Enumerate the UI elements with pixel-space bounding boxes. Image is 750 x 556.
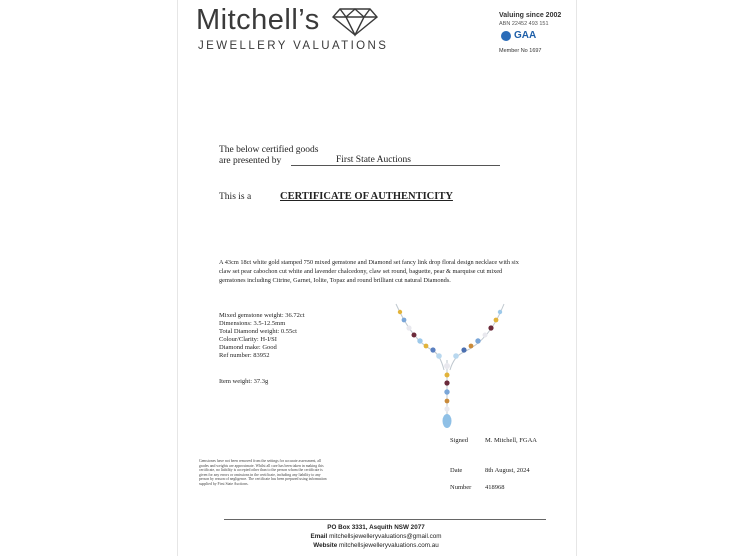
date-label: Date xyxy=(450,467,463,474)
footer-website xyxy=(177,542,575,549)
spec-colour-clarity: Colour/Clarity: H-I/SI xyxy=(219,336,277,343)
necklace-photo xyxy=(392,300,512,432)
certified-goods-line: The below certified goods xyxy=(219,145,319,155)
signed-label: Signed xyxy=(450,437,469,444)
spec-gemstone-weight: Mixed gemstone weight: 36.72ct xyxy=(219,312,305,319)
footer-website-label: Website xyxy=(313,542,338,549)
item-weight: Item weight: 37.3g xyxy=(219,378,269,385)
number-value: 418968 xyxy=(485,484,505,491)
member-number: Member No 1697 xyxy=(499,48,542,54)
spec-dimensions: Dimensions: 3.5-12.5mm xyxy=(219,320,286,327)
footer-divider xyxy=(224,519,546,520)
brand-subtitle: JEWELLERY VALUATIONS xyxy=(198,40,389,52)
spec-ref-number: Ref number: 83952 xyxy=(219,352,270,359)
presented-by-label: are presented by xyxy=(219,156,282,166)
presented-by-underline xyxy=(291,165,500,166)
spec-diamond-weight: Total Diamond weight: 0.55ct xyxy=(219,328,297,335)
diamond-logo-icon xyxy=(331,7,379,37)
signed-value: M. Mitchell, FGAA xyxy=(485,437,537,444)
disclaimer-text: Gemstones have not been removed from the settings for accurate assessment, all grades and weights are approximate. Whilst all care has been taken in making this certificate, no liability is accepted other than to the person whom the certificate is given for any errors or omissions in the certificate, including any liability to any person by reason of negligence. The certificate has been prepared using information supplied by First State Auctions. xyxy=(199,459,327,486)
gaa-globe-icon xyxy=(501,31,511,41)
footer-email xyxy=(177,533,575,540)
date-value: 8th August, 2024 xyxy=(485,467,530,474)
valuing-since: Valuing since 2002 xyxy=(499,12,562,19)
item-description: A 43cm 18ct white gold stamped 750 mixed gemstone and Diamond set fancy link drop floral design necklace with six claw set pear cabochon cut white and lavender chalcedony, claw set round, baguette, pear & marquise cut mixed gemstones including Citrine, Garnet, Iolite, Topaz and round brilliant cut natural Diamonds. xyxy=(219,259,519,284)
footer-address: PO Box 3331, Asquith NSW 2077 xyxy=(327,524,425,531)
number-label: Number xyxy=(450,484,472,491)
footer-email-value[interactable]: mitchellsjewelleryvaluations@gmail.com xyxy=(329,533,442,540)
this-is-a-label: This is a xyxy=(219,192,252,202)
spec-diamond-make: Diamond make: Good xyxy=(219,344,277,351)
footer-website-value[interactable]: mitchellsjewelleryvaluations.com.au xyxy=(339,542,439,549)
abn-number: ABN 22452 493 151 xyxy=(499,21,549,27)
gaa-logo-text: GAA xyxy=(514,30,537,41)
presented-by-value: First State Auctions xyxy=(336,155,411,165)
footer-email-label: Email xyxy=(310,533,328,540)
certificate-title: CERTIFICATE OF AUTHENTICITY xyxy=(280,191,453,202)
brand-name: Mitchell’s xyxy=(196,4,320,36)
